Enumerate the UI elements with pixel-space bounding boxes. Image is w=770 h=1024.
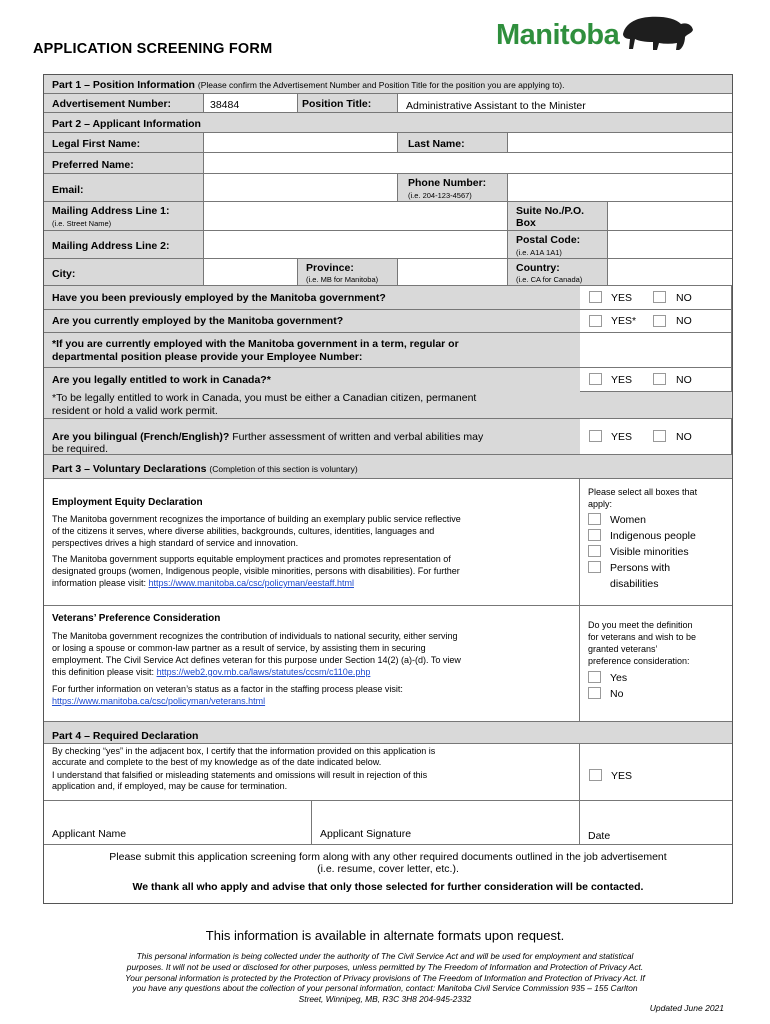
city-row <box>44 259 732 286</box>
persons-disabilities-label-1: Persons with <box>610 562 671 574</box>
applicant-signature-field[interactable] <box>312 801 580 825</box>
ee-policy-link[interactable]: https://www.manitoba.ca/csc/policyman/eestaff.html <box>148 578 354 588</box>
country-hint: (i.e. CA for Canada) <box>516 275 583 284</box>
applicant-name-field[interactable] <box>44 801 312 825</box>
province-hint: (i.e. MB for Manitoba) <box>306 275 379 284</box>
no-label: NO <box>676 292 692 304</box>
signature-row <box>44 801 732 845</box>
form-title: APPLICATION SCREENING FORM <box>33 41 273 57</box>
privacy-line4: you have any questions about the collection of your personal information, contact: Manitoba Civil Service Commission 935 – 155 Carlton <box>132 983 638 994</box>
no-label: NO <box>676 315 692 327</box>
vet-p1-line1: The Manitoba government recognizes the contribution of individuals to national security, either serving <box>52 631 458 641</box>
city-field[interactable] <box>204 259 298 285</box>
yes-star-label: YES* <box>611 315 637 327</box>
closing <box>44 851 732 893</box>
suite-field[interactable] <box>608 202 732 230</box>
declaration-yes-checkbox[interactable] <box>589 769 602 781</box>
logo-text: Manitoba <box>496 19 620 51</box>
preferred-name-field[interactable] <box>204 153 732 173</box>
email-row <box>44 174 732 202</box>
yes-label: YES <box>611 374 633 386</box>
legal-first-name-field[interactable] <box>204 133 398 152</box>
updated-date: Updated June 2021 <box>649 1003 724 1013</box>
part2-heading: Part 2 – Applicant Information <box>52 118 201 130</box>
no-label: NO <box>676 374 692 386</box>
employment-equity-section <box>44 479 732 606</box>
submit-line1: Please submit this application screening form along with any other required documents outlined in the job advertisement <box>109 851 667 863</box>
persons-disabilities-checkbox[interactable] <box>588 561 601 573</box>
postal-code-hint: (i.e. A1A 1A1) <box>516 248 562 257</box>
previously-employed-no-checkbox[interactable] <box>653 291 666 303</box>
currently-employed-no-checkbox[interactable] <box>653 315 666 327</box>
applicant-name-label: Applicant Name <box>52 828 127 840</box>
employment-equity-title: Employment Equity Declaration <box>52 497 203 508</box>
legal-note-2: resident or hold a valid work permit. <box>52 405 218 417</box>
decl-line1: By checking “yes” in the adjacent box, I certify that the information provided on this application is <box>52 746 436 756</box>
ee-p2-line2: designated groups (women, Indigenous people, visible minorities, persons with disabilities). For further <box>52 566 460 576</box>
visible-minorities-label: Visible minorities <box>610 546 689 558</box>
select-all-1: Please select all boxes that <box>588 487 698 497</box>
mailing-address-line2-field[interactable] <box>204 231 508 258</box>
privacy-line5: Street, Winnipeg, MB, R3C 3H8 204-945-2332 <box>298 994 472 1005</box>
decl-line2: accurate and complete to the best of my knowledge as of the date indicated below. <box>52 757 382 767</box>
q-currently-employed-row <box>44 310 732 333</box>
q-bilingual-line2: be required. <box>52 443 109 455</box>
vet-p1-line3: employment. The Civil Service Act defines veteran for this purpose under Section 14(2) (a)-(d). To view <box>52 655 461 665</box>
part1-fields-row <box>44 94 732 113</box>
declaration-row <box>44 744 732 801</box>
part1-band <box>44 75 732 94</box>
q-previously-employed-row <box>44 286 732 310</box>
legally-entitled-no-checkbox[interactable] <box>653 373 666 385</box>
q-legally-entitled: Are you legally entitled to work in Canada?* <box>52 374 271 386</box>
position-title-field[interactable]: Administrative Assistant to the Minister <box>406 100 586 112</box>
employee-number-row <box>44 333 732 368</box>
email-field[interactable] <box>204 174 398 201</box>
part3-band <box>44 455 732 479</box>
advertisement-number-label: Advertisement Number: <box>52 98 172 110</box>
submit-line2: (i.e. resume, cover letter, etc.). <box>317 863 459 875</box>
indigenous-label: Indigenous people <box>610 530 696 542</box>
currently-employed-yes-checkbox[interactable] <box>589 315 602 327</box>
q-bilingual-rest: Further assessment of written and verbal abilities may <box>229 431 484 443</box>
ee-p1-line1: The Manitoba government recognizes the importance of building an exemplary public service reflective <box>52 514 461 524</box>
veteran-no-checkbox[interactable] <box>588 687 601 699</box>
mailing-address-line1-label: Mailing Address Line 1: <box>52 205 170 217</box>
part2-band <box>44 113 732 133</box>
mailing-address-line1-hint: (i.e. Street Name) <box>52 219 112 228</box>
q-currently-employed: Are you currently employed by the Manitoba government? <box>52 315 344 327</box>
ee-p2-line1: The Manitoba government supports equitable employment practices and promotes representation of <box>52 554 451 564</box>
women-label: Women <box>610 514 646 526</box>
position-title-label: Position Title: <box>302 98 372 110</box>
q-legally-entitled-row <box>44 368 732 419</box>
vet-q-1: Do you meet the definition <box>588 620 693 630</box>
bilingual-no-checkbox[interactable] <box>653 430 666 442</box>
country-field[interactable] <box>608 259 732 285</box>
yes-label: YES <box>611 292 633 304</box>
province-field[interactable] <box>398 259 508 285</box>
manitoba-logo <box>496 12 695 52</box>
decl-line4: application and, if employed, may be cause for termination. <box>52 781 288 791</box>
phone-number-label: Phone Number: <box>408 177 487 189</box>
advertisement-number-field[interactable]: 38484 <box>210 99 240 111</box>
veteran-definition-link[interactable]: https://web2.gov.mb.ca/laws/statutes/ccsm/c110e.php <box>156 667 371 677</box>
veterans-title: Veterans’ Preference Consideration <box>52 613 221 624</box>
privacy-line2: purposes. It will not be used or disclosed for other purposes, unless permitted by The Freedom of Information and Protection of Privacy Act. <box>126 961 644 972</box>
vet-no-label: No <box>610 688 624 700</box>
preferred-name-row <box>44 153 732 174</box>
ee-p1-line3: perspectives drives a high standard of service and innovation. <box>52 538 299 548</box>
privacy-line1: This personal information is being collected under the authority of The Civil Service Act and will be used for employment and statistical <box>136 951 634 961</box>
q-bilingual: Are you bilingual (French/English)? <box>52 431 230 443</box>
vet-p1-last: this definition please visit: <box>52 667 157 677</box>
part1-heading: Part 1 – Position Information <box>52 79 195 91</box>
ee-p2-last: information please visit: <box>52 578 149 588</box>
suite-label-box: Box <box>516 217 536 229</box>
thanks-line: We thank all who apply and advise that only those selected for further consideration will be contacted. <box>132 881 644 893</box>
q-previously-employed: Have you been previously employed by the Manitoba government? <box>52 292 386 304</box>
bison-icon <box>619 12 695 52</box>
select-all-2: apply: <box>588 499 613 509</box>
alternate-formats: This information is available in alternate formats upon request. <box>205 928 565 943</box>
form-table <box>43 74 733 904</box>
privacy-notice <box>40 951 730 1005</box>
persons-disabilities-label-2: disabilities <box>610 578 659 590</box>
yes-label: YES <box>611 431 633 443</box>
part4-band <box>44 722 732 744</box>
vet-p1-line2: or losing a spouse or common-law partner as a result of service, by assisting them in securing <box>52 643 426 653</box>
employee-number-note-2: departmental position please provide your Employee Number: <box>52 351 363 363</box>
legal-note-1: *To be legally entitled to work in Canada, you must be either a Canadian citizen, permanent <box>52 392 477 404</box>
employee-number-note-1: *If you are currently employed with the Manitoba government in a term, regular or <box>52 338 459 350</box>
declaration-yes-label: YES <box>611 770 633 782</box>
women-checkbox[interactable] <box>588 513 601 525</box>
veteran-yes-checkbox[interactable] <box>588 671 601 683</box>
vet-q-3: granted veterans’ <box>588 644 658 654</box>
mailing-address-line1-field[interactable] <box>204 202 508 230</box>
suite-label: Suite No./P.O. <box>516 205 585 217</box>
date-label: Date <box>588 830 611 842</box>
address1-row <box>44 202 732 231</box>
mailing-address-line2-label: Mailing Address Line 2: <box>52 240 170 252</box>
name-row <box>44 133 732 153</box>
address2-row <box>44 231 732 259</box>
date-field[interactable] <box>580 801 732 825</box>
last-name-label: Last Name: <box>408 138 465 150</box>
veterans-policy-link[interactable]: https://www.manitoba.ca/csc/policyman/veterans.html <box>52 696 266 706</box>
city-label: City: <box>52 268 76 280</box>
privacy-line3: Your personal information is protected by the Protection of Privacy provisions of The Freedom of Information and Protection of Privacy Act. If <box>125 972 645 983</box>
visible-minorities-checkbox[interactable] <box>588 545 601 557</box>
postal-code-label: Postal Code: <box>516 234 581 246</box>
employee-number-field[interactable] <box>580 333 732 367</box>
bilingual-yes-checkbox[interactable] <box>589 430 602 442</box>
legal-first-name-label: Legal First Name: <box>52 138 141 150</box>
vet-q-2: for veterans and wish to be <box>588 632 697 642</box>
email-label: Email: <box>52 184 84 196</box>
indigenous-checkbox[interactable] <box>588 529 601 541</box>
preferred-name-label: Preferred Name: <box>52 159 134 171</box>
phone-number-hint: (i.e. 204-123-4567) <box>408 191 472 200</box>
q-bilingual-row <box>44 419 732 455</box>
province-label: Province: <box>306 262 354 274</box>
previously-employed-yes-checkbox[interactable] <box>589 291 602 303</box>
phone-number-field[interactable] <box>508 174 732 201</box>
vet-q-4: preference consideration: <box>588 656 690 666</box>
vet-p2: For further information on veteran’s status as a factor in the staffing process please visit: <box>52 684 403 694</box>
ee-p1-line2: of the citizens it serves, where diverse abilities, backgrounds, cultures, identities, languages and <box>52 526 435 536</box>
legally-entitled-yes-checkbox[interactable] <box>589 373 602 385</box>
applicant-signature-label: Applicant Signature <box>320 828 412 840</box>
part3-note: (Completion of this section is voluntary) <box>209 464 358 474</box>
veterans-section <box>44 606 732 722</box>
country-label: Country: <box>516 262 560 274</box>
vet-yes-label: Yes <box>610 672 628 684</box>
decl-line3: I understand that falsified or misleading statements and omissions will result in rejection of this <box>52 770 428 780</box>
postal-code-field[interactable] <box>608 231 732 258</box>
part3-heading: Part 3 – Voluntary Declarations <box>52 463 207 475</box>
no-label: NO <box>676 431 692 443</box>
part4-heading: Part 4 – Required Declaration <box>52 730 199 742</box>
last-name-field[interactable] <box>508 133 732 152</box>
part1-note: (Please confirm the Advertisement Number and Position Title for the position you are applying to). <box>197 80 565 90</box>
